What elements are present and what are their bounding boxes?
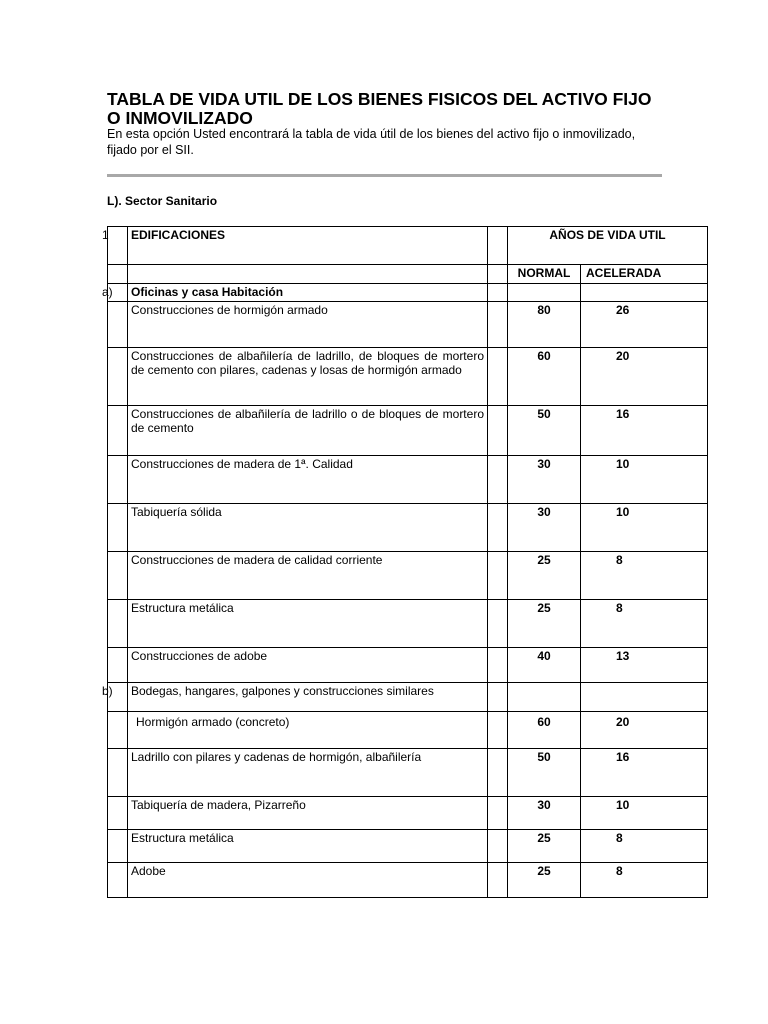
- row-normal: 80: [508, 301, 581, 347]
- row-accelerated: 13: [581, 647, 708, 682]
- table-header-row: [108, 227, 708, 265]
- row-description: Construcciones de albañilería de ladrillo o de bloques de mortero de cemento: [128, 405, 488, 455]
- row-description: Tabiquería de madera, Pizarreño: [128, 796, 488, 829]
- group-a-index: a): [102, 285, 113, 299]
- index-cell: [108, 551, 128, 599]
- index-cell: [108, 796, 128, 829]
- gap-cell: [488, 748, 508, 796]
- row-normal: 30: [508, 503, 581, 551]
- row-accelerated: 10: [581, 503, 708, 551]
- table-row: [108, 599, 708, 647]
- row-accelerated: 8: [581, 551, 708, 599]
- row-description: Construcciones de madera de calidad corriente: [128, 551, 488, 599]
- group-b-index: b): [102, 683, 113, 698]
- index-cell: [108, 748, 128, 796]
- gap-cell: [488, 647, 508, 682]
- gap-cell: [488, 829, 508, 862]
- row-description: Hormigón armado (concreto): [136, 714, 290, 729]
- table-subheader-row: [108, 265, 708, 284]
- table-row: [108, 503, 708, 551]
- row-accelerated: 8: [581, 862, 708, 897]
- gap-cell: [488, 405, 508, 455]
- subheader-index-cell: [108, 265, 128, 284]
- row-description: Estructura metálica: [128, 599, 488, 647]
- row-normal: 50: [508, 748, 581, 796]
- row-description-cell: [128, 711, 488, 748]
- table-row: [108, 455, 708, 503]
- document-title: TABLA DE VIDA UTIL DE LOS BIENES FISICOS DEL ACTIVO FIJO O INMOVILIZADO: [107, 89, 652, 128]
- header-normal: NORMAL: [508, 265, 581, 284]
- row-description: Adobe: [128, 862, 488, 897]
- gap-cell: [488, 551, 508, 599]
- header-index: 1: [102, 228, 109, 242]
- normal-cell: [508, 284, 581, 302]
- index-cell: [108, 301, 128, 347]
- subheader-gap-cell: [488, 265, 508, 284]
- row-description: Construcciones de adobe: [128, 647, 488, 682]
- header-gap-cell: [488, 227, 508, 265]
- gap-cell: [488, 284, 508, 302]
- row-accelerated: 8: [581, 599, 708, 647]
- table-row: [108, 829, 708, 862]
- group-row-a: [108, 284, 708, 302]
- index-cell: [108, 455, 128, 503]
- index-cell: [108, 347, 128, 405]
- table-row: [108, 711, 708, 748]
- header-category: EDIFICACIONES: [128, 227, 488, 265]
- gap-cell: [488, 796, 508, 829]
- useful-life-table: [102, 226, 708, 898]
- accelerated-cell: [581, 682, 708, 711]
- group-b-label: Bodegas, hangares, galpones y construcciones similares: [128, 682, 488, 711]
- index-cell: [108, 599, 128, 647]
- row-accelerated: 16: [581, 748, 708, 796]
- row-description: Tabiquería sólida: [128, 503, 488, 551]
- header-years: AÑOS DE VIDA UTIL: [508, 227, 708, 265]
- gap-cell: [488, 347, 508, 405]
- table-row: [108, 301, 708, 347]
- gap-cell: [488, 711, 508, 748]
- gap-cell: [488, 503, 508, 551]
- row-accelerated: 8: [581, 829, 708, 862]
- group-a-label: Oficinas y casa Habitación: [128, 284, 488, 302]
- gap-cell: [488, 682, 508, 711]
- index-cell: [108, 405, 128, 455]
- row-normal: 25: [508, 599, 581, 647]
- row-description: Estructura metálica: [128, 829, 488, 862]
- row-accelerated: 10: [581, 796, 708, 829]
- row-accelerated: 10: [581, 455, 708, 503]
- accelerated-cell: [581, 284, 708, 302]
- index-cell: [108, 647, 128, 682]
- index-cell: [108, 862, 128, 897]
- row-accelerated: 16: [581, 405, 708, 455]
- row-normal: 25: [508, 551, 581, 599]
- row-normal: 25: [508, 862, 581, 897]
- index-cell: [108, 711, 128, 748]
- section-heading: L). Sector Sanitario: [107, 194, 218, 208]
- row-accelerated: 20: [581, 347, 708, 405]
- row-description: Construcciones de madera de 1ª. Calidad: [128, 455, 488, 503]
- row-description: Ladrillo con pilares y cadenas de hormigón, albañilería: [128, 748, 488, 796]
- group-b-index-cell: [102, 682, 128, 711]
- gap-cell: [488, 455, 508, 503]
- document-intro: En esta opción Usted encontrará la tabla de vida útil de los bienes del activo fijo o inmovilizado, fijado por el SII.: [107, 127, 636, 157]
- header-accelerated: ACELERADA: [581, 265, 708, 284]
- row-accelerated: 20: [581, 711, 708, 748]
- row-accelerated: 26: [581, 301, 708, 347]
- row-normal: 40: [508, 647, 581, 682]
- index-cell: [108, 829, 128, 862]
- table-row: [108, 347, 708, 405]
- row-normal: 25: [508, 829, 581, 862]
- row-description: Construcciones de hormigón armado: [128, 301, 488, 347]
- row-normal: 30: [508, 455, 581, 503]
- subheader-blank-cell: [128, 265, 488, 284]
- table-row: [108, 551, 708, 599]
- index-cell: [108, 503, 128, 551]
- table-row: [108, 748, 708, 796]
- group-row-b: [108, 682, 708, 711]
- table-row: [108, 862, 708, 897]
- table-row: [108, 405, 708, 455]
- table-row: [108, 796, 708, 829]
- separator-rule: [107, 174, 662, 177]
- row-normal: 60: [508, 347, 581, 405]
- table-row: [108, 647, 708, 682]
- row-normal: 30: [508, 796, 581, 829]
- row-description: Construcciones de albañilería de ladrillo, de bloques de mortero de cemento con pilares, cadenas y losas de hormigón armado: [128, 347, 488, 405]
- gap-cell: [488, 599, 508, 647]
- gap-cell: [488, 301, 508, 347]
- row-normal: 60: [508, 711, 581, 748]
- row-normal: 50: [508, 405, 581, 455]
- header-index-cell: [102, 227, 128, 265]
- group-a-index-cell: [102, 284, 128, 302]
- useful-life-table-container: [102, 226, 666, 906]
- gap-cell: [488, 862, 508, 897]
- normal-cell: [508, 682, 581, 711]
